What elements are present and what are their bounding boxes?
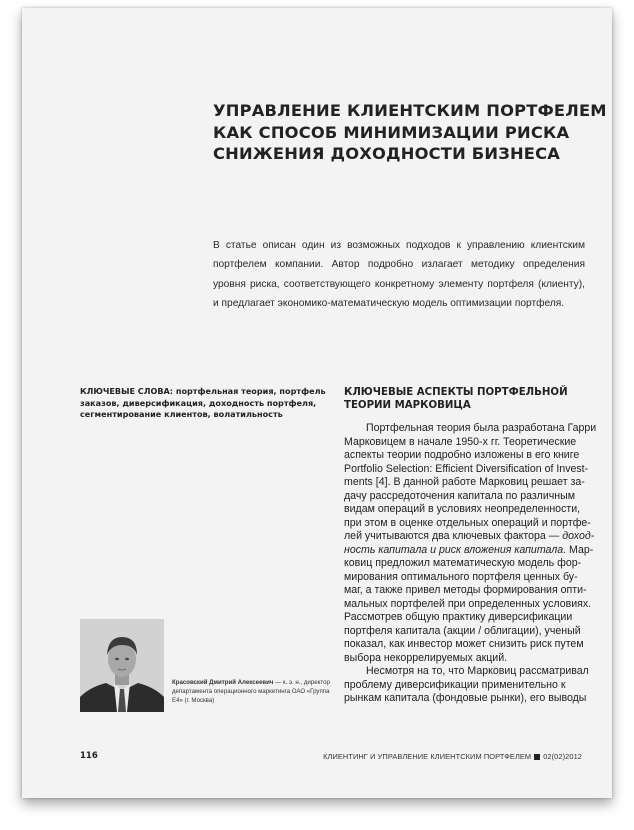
- body-line: выбора некоррелируемых акций.: [344, 651, 508, 664]
- author-caption: [172, 678, 332, 705]
- article-abstract: В статье описан один из возможных подходов к управлению клиентским портфелем компании. Автор подробно излагает методику определения уровня риска, соответствующего конкретному элементу портфеля (клиенту), и предлагает экономико-математическую модель оптимизации портфеля.: [213, 240, 585, 310]
- article-title: [213, 100, 607, 165]
- keywords-label: КЛЮЧЕВЫЕ СЛОВА:: [80, 386, 174, 396]
- emphasis: ность капитала и риск вложения капитала: [344, 543, 564, 556]
- issue-number: 02(02)2012: [543, 752, 582, 761]
- body-line: проблему диверсификации применительно к: [344, 678, 566, 691]
- body-line: маг, а также привел методы формирования опти-: [344, 584, 587, 596]
- title-line-1: УПРАВЛЕНИЕ КЛИЕНТСКИМ ПОРТФЕЛЕМ: [213, 101, 607, 120]
- page-number: 116: [80, 751, 98, 761]
- body-line: ковиц предложил математическую модель фор-: [344, 557, 582, 569]
- body-line: портфеля капитала (акции / облигации), ученый: [344, 624, 581, 637]
- author-photo: [80, 619, 164, 712]
- article-body: [344, 422, 597, 706]
- body-line: Рассмотрев общую практику диверсификации: [344, 611, 573, 623]
- body-line: аспекты теории подробно изложены в его книге: [344, 449, 580, 461]
- running-footer: [323, 752, 582, 761]
- body-line: рынкам капитала (фондовые рынки), его выводы: [344, 692, 587, 704]
- running-title: КЛИЕНТИНГ И УПРАВЛЕНИЕ КЛИЕНТСКИМ ПОРТФЕЛЕМ: [323, 752, 532, 761]
- body-line: мальных портфелей при определенных условиях.: [344, 597, 592, 610]
- emphasis: доход-: [562, 530, 595, 542]
- body-line: Portfolio Selection: Efficient Diversification of Invest-: [344, 462, 589, 475]
- body-line: [344, 544, 592, 558]
- section-heading: КЛЮЧЕВЫЕ АСПЕКТЫ ПОРТФЕЛЬНОЙ ТЕОРИИ МАРКОВИЦА: [344, 387, 568, 411]
- body-line: мирования оптимального портфеля ценных бу-: [344, 570, 578, 583]
- keywords-block: [80, 386, 330, 421]
- journal-page: [22, 8, 612, 798]
- body-line: Несмотря на то, что Марковиц рассматривал: [366, 665, 589, 677]
- keywords-text: портфельная теория, портфель заказов, диверсификация, доходность портфеля, сегментирование клиентов, волатильность: [80, 386, 326, 420]
- author-portrait-image: [80, 619, 164, 712]
- body-line: при этом в оценке отдельных операций и портфе-: [344, 516, 591, 529]
- body-line: видам операций в условиях неопределенности,: [344, 503, 581, 515]
- author-name: Красовский Дмитрий Алексеевич: [172, 679, 274, 686]
- body-fragment: лей учитываются два ключевых фактора —: [344, 530, 563, 542]
- body-line: ments [4]. В данной работе Марковиц решает за-: [344, 476, 585, 488]
- author-description: — к. э. н., директор департамента операционного маркетинга ОАО «Группа Е4» (г. Москва): [172, 679, 330, 704]
- body-line: Портфельная теория была разработана Гарри: [366, 422, 597, 434]
- body-line: дачу рассредоточения капитала по различным: [344, 489, 576, 502]
- title-line-3: СНИЖЕНИЯ ДОХОДНОСТИ БИЗНЕСА: [213, 144, 561, 163]
- body-line: [344, 530, 595, 544]
- title-line-2: КАК СПОСОБ МИНИМИЗАЦИИ РИСКА: [213, 122, 570, 142]
- body-line: показал, как инвестор может снизить риск путем: [344, 638, 584, 650]
- body-line: Марковицем в начале 1950-х гг. Теоретические: [344, 435, 577, 448]
- body-fragment: . Мар-: [563, 543, 594, 556]
- square-bullet-icon: [534, 754, 540, 760]
